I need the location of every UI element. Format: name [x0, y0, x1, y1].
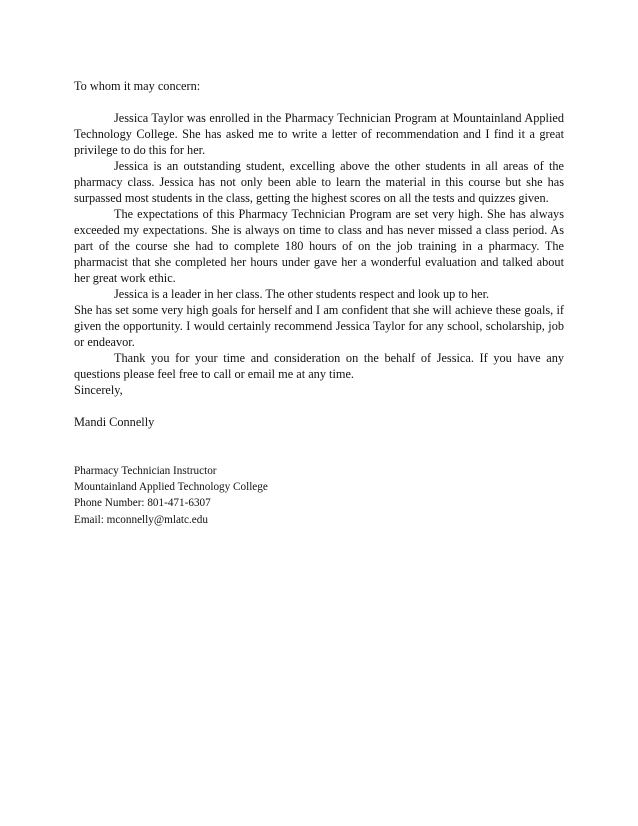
paragraph-thank-you: Thank you for your time and consideration on the behalf of Jessica. If you have any questions please feel free to call or email me at any time. — [74, 351, 564, 381]
contact-email: Email: mconnelly@mlatc.edu — [74, 513, 208, 526]
paragraph-expectations: The expectations of this Pharmacy Technician Program are set very high. She has always exceeded my expectations. She is always on time to class and has never missed a class period. As part of the course she had to complete 180 hours of on the job training in a pharmacy. The pharmacist that she completed her hours under gave her a wonderful evaluation and talked about her great work ethic. — [74, 207, 564, 285]
signer-name: Mandi Connelly — [74, 415, 155, 429]
contact-phone: Phone Number: 801-471-6307 — [74, 497, 211, 510]
salutation: To whom it may concern: — [74, 79, 201, 93]
paragraph-leader: Jessica is a leader in her class. The other students respect and look up to her. — [114, 287, 490, 301]
paragraph-enrollment: Jessica Taylor was enrolled in the Pharmacy Technician Program at Mountainland Applied Technology College. She has asked me to write a letter of recommendation and I find it a great privilege to do this for her. — [74, 111, 564, 157]
paragraph-outstanding-student: Jessica is an outstanding student, excelling above the other students in all areas of the pharmacy class. Jessica has not only been able to learn the material in this course but she has surpassed most students in the class, getting the highest scores on all the tests and quizzes given. — [74, 159, 564, 205]
closing: Sincerely, — [74, 383, 123, 397]
letter-body — [74, 78, 564, 430]
contact-title: Pharmacy Technician Instructor — [74, 465, 217, 477]
contact-block — [74, 463, 374, 528]
paragraph-goals: She has set some very high goals for herself and I am confident that she will achieve these goals, if given the opportunity. I would certainly recommend Jessica Taylor for any school, scholarship, job or endeavor. — [74, 303, 564, 349]
contact-organization: Mountainland Applied Technology College — [74, 481, 268, 494]
